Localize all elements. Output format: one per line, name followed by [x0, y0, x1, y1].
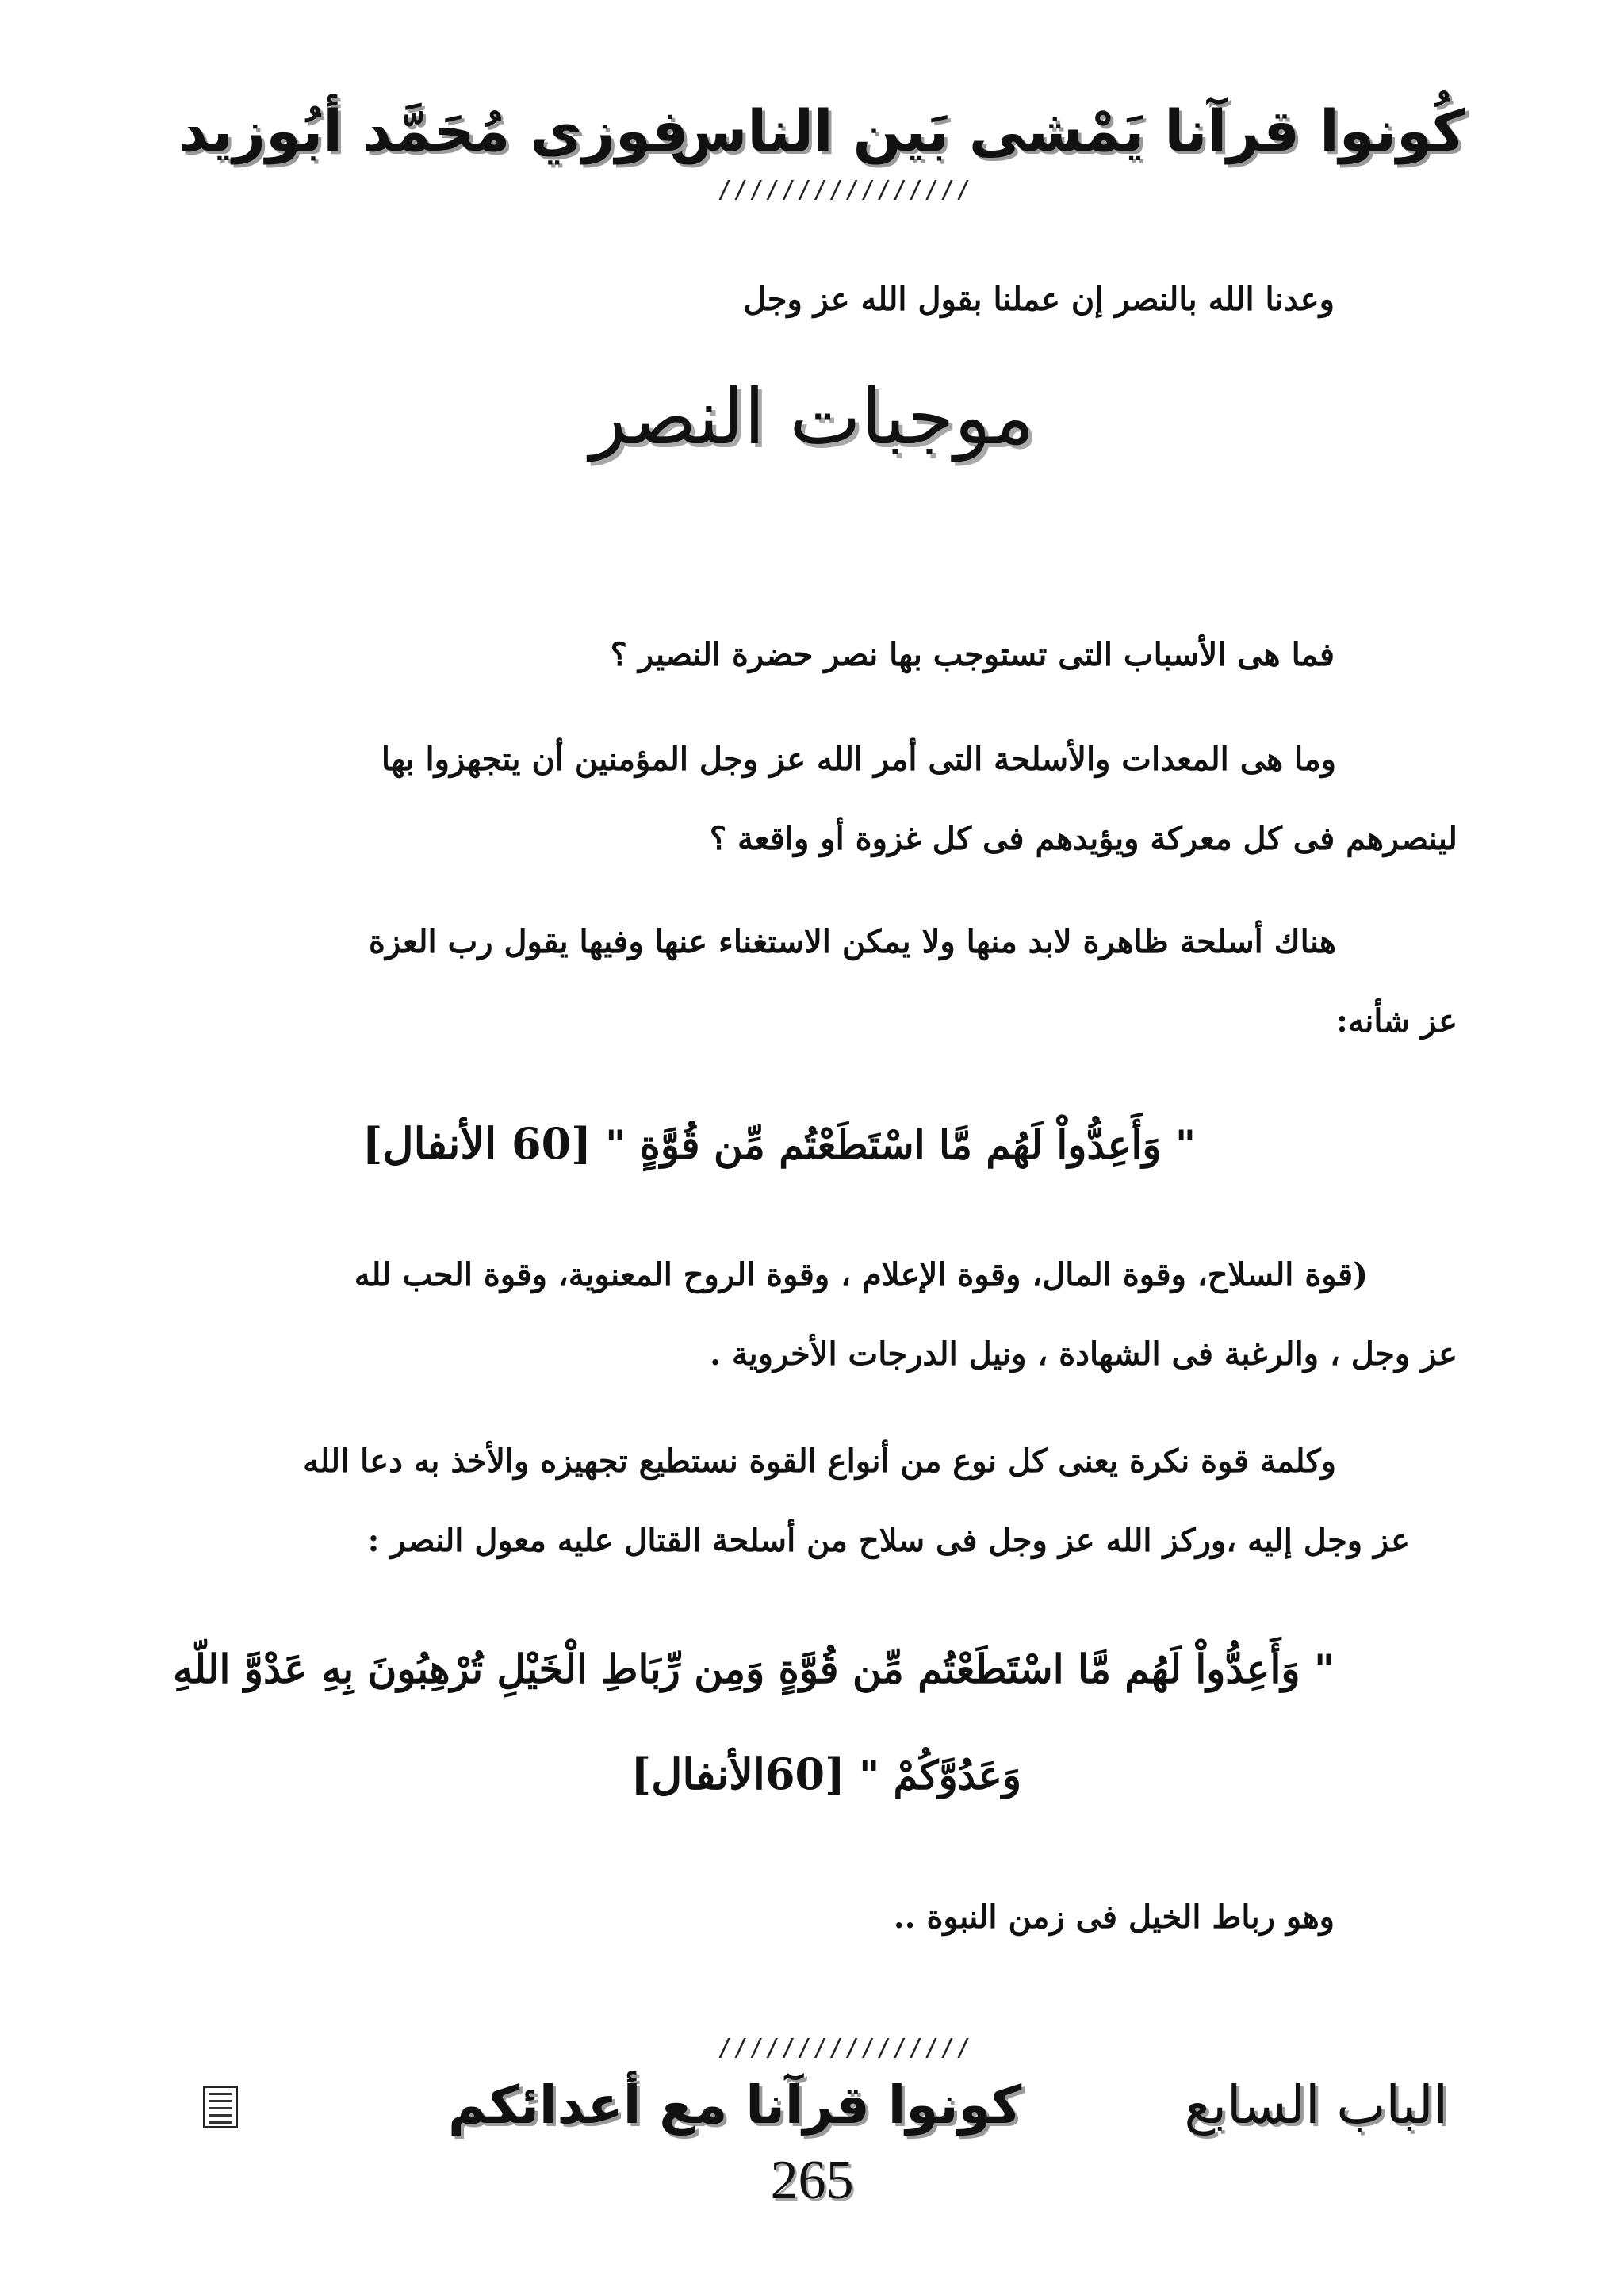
- author-name: فوزي مُحَمَّد أبُوزيد: [178, 98, 689, 164]
- verse-1-text: " وَأَعِدُّواْ لَهُم مَّا اسْتَطَعْتُم مِّن قُوَّةٍ ": [605, 1121, 1196, 1168]
- paragraph-weapons-line-2: عز شأنه:: [1336, 1002, 1457, 1040]
- paragraph-power-line-1: وكلمة قوة نكرة يعنى كل نوع من أنواع القوة نستطيع تجهيزه والأخذ به دعا الله: [303, 1442, 1336, 1480]
- intro-line: وعدنا الله بالنصر إن عملنا بقول الله عز وجل: [743, 281, 1335, 318]
- verse-2-line-1: " وَأَعِدُّواْ لَهُم مَّا اسْتَطَعْتُم مِّن قُوَّةٍ وَمِن رِّبَاطِ الْخَيْلِ تُرْهِبُونَ بِهِ عَدْوَّ اللّهِ: [172, 1645, 1335, 1692]
- paragraph-question-1: فما هى الأسباب التى تستوجب بها نصر حضرة النصير ؟: [610, 636, 1335, 673]
- verse-2-reference: [60الأنفال]: [630, 1749, 845, 1799]
- paragraph-strengths-line-2: عز وجل ، والرغبة فى الشهادة ، ونيل الدرجات الأخروية .: [710, 1335, 1457, 1373]
- document-icon: [203, 2086, 238, 2128]
- verse-2-line-2: [631, 1749, 1021, 1799]
- book-title: كُونوا قرآنا يَمْشى بَين الناس: [668, 98, 1465, 164]
- chapter-label: الباب السابع: [1184, 2075, 1448, 2136]
- page-number: 265: [770, 2150, 854, 2211]
- footer-divider: ////////////////: [718, 2034, 972, 2062]
- paragraph-power-line-2: عز وجل إليه ،وركز الله عز وجل فى سلاح من أسلحة القتال عليه معول النصر :: [367, 1522, 1410, 1559]
- header-divider: ////////////////: [718, 176, 972, 204]
- paragraph-strengths-line-1: (قوة السلاح، وقوة المال، وقوة الإعلام ، وقوة الروح المعنوية، وقوة الحب لله: [354, 1256, 1368, 1293]
- section-title: موجبات النصر: [589, 373, 1035, 462]
- verse-2-text: وَعَدُوَّكُمْ ": [859, 1752, 1021, 1799]
- paragraph-weapons-line-1: هناك أسلحة ظاهرة لابد منها ولا يمكن الاستغناء عنها وفيها يقول رب العزة: [369, 923, 1336, 960]
- verse-1: [362, 1118, 1196, 1169]
- paragraph-question-2-line-1: وما هى المعدات والأسلحة التى أمر الله عز وجل المؤمنين أن يتجهزوا بها: [381, 741, 1336, 778]
- verse-1-reference: [60 الأنفال]: [362, 1118, 592, 1169]
- paragraph-horses: وهو رباط الخيل فى زمن النبوة ..: [893, 1898, 1335, 1936]
- paragraph-question-2-line-2: لينصرهم فى كل معركة ويؤيدهم فى كل غزوة أو واقعة ؟: [709, 820, 1457, 857]
- chapter-title: كونوا قرآنا مع أعدائكم: [448, 2075, 1022, 2136]
